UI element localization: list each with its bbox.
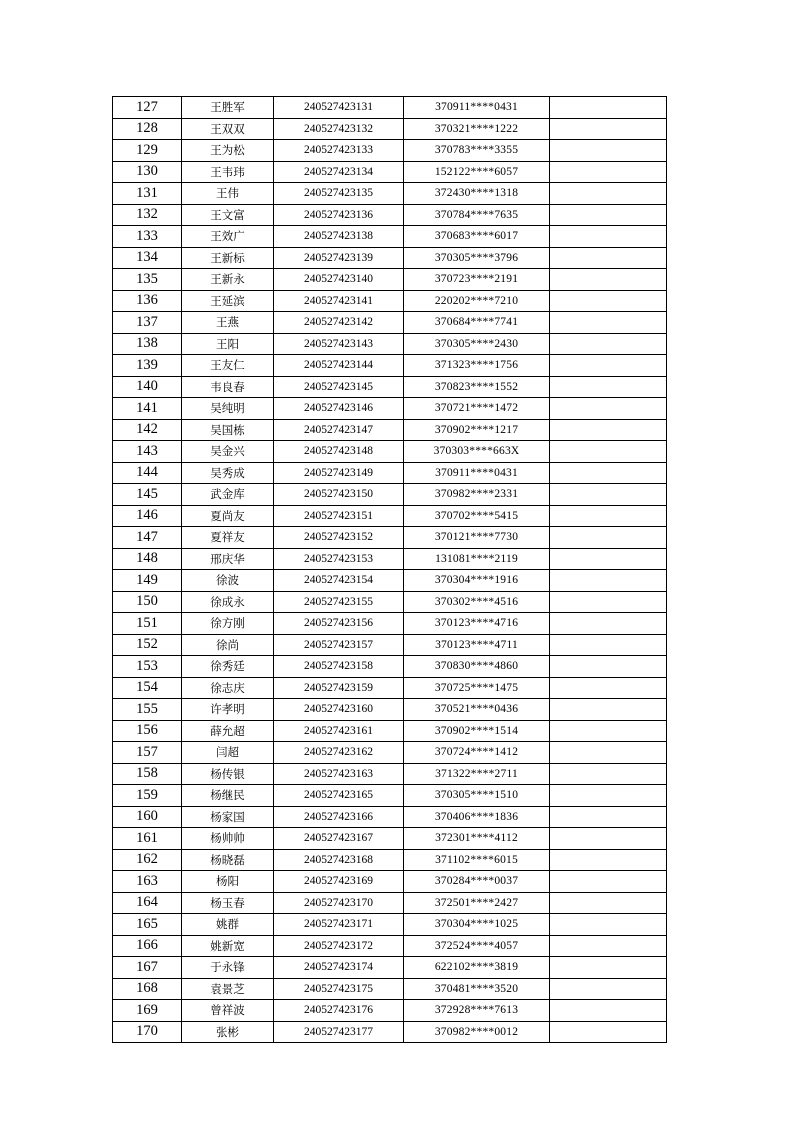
certificate-number-cell: 240527423144 bbox=[274, 355, 404, 377]
certificate-number-cell: 240527423138 bbox=[274, 226, 404, 248]
remark-cell bbox=[550, 892, 667, 914]
id-number-cell: 220202****7210 bbox=[404, 290, 550, 312]
remark-cell bbox=[550, 914, 667, 936]
remark-cell bbox=[550, 591, 667, 613]
remark-cell bbox=[550, 720, 667, 742]
id-number-cell: 370305****1510 bbox=[404, 785, 550, 807]
name-cell: 徐波 bbox=[182, 570, 274, 592]
name-cell: 张彬 bbox=[182, 1021, 274, 1043]
row-number-cell: 128 bbox=[113, 118, 182, 140]
row-number-cell: 140 bbox=[113, 376, 182, 398]
remark-cell bbox=[550, 97, 667, 119]
name-cell: 姚群 bbox=[182, 914, 274, 936]
row-number-cell: 150 bbox=[113, 591, 182, 613]
table-row bbox=[113, 892, 667, 914]
table-row bbox=[113, 226, 667, 248]
certificate-number-cell: 240527423146 bbox=[274, 398, 404, 420]
row-number-cell: 136 bbox=[113, 290, 182, 312]
remark-cell bbox=[550, 742, 667, 764]
row-number-cell: 138 bbox=[113, 333, 182, 355]
certificate-number-cell: 240527423147 bbox=[274, 419, 404, 441]
id-number-cell: 370902****1217 bbox=[404, 419, 550, 441]
row-number-cell: 162 bbox=[113, 849, 182, 871]
name-cell: 许孝明 bbox=[182, 699, 274, 721]
name-cell: 王延滨 bbox=[182, 290, 274, 312]
row-number-cell: 161 bbox=[113, 828, 182, 850]
certificate-number-cell: 240527423152 bbox=[274, 527, 404, 549]
table-row bbox=[113, 355, 667, 377]
row-number-cell: 153 bbox=[113, 656, 182, 678]
row-number-cell: 164 bbox=[113, 892, 182, 914]
row-number-cell: 169 bbox=[113, 1000, 182, 1022]
name-cell: 杨继民 bbox=[182, 785, 274, 807]
row-number-cell: 152 bbox=[113, 634, 182, 656]
table-row bbox=[113, 634, 667, 656]
id-number-cell: 370830****4860 bbox=[404, 656, 550, 678]
row-number-cell: 158 bbox=[113, 763, 182, 785]
id-number-cell: 370683****6017 bbox=[404, 226, 550, 248]
row-number-cell: 159 bbox=[113, 785, 182, 807]
remark-cell bbox=[550, 1021, 667, 1043]
remark-cell bbox=[550, 785, 667, 807]
certificate-number-cell: 240527423148 bbox=[274, 441, 404, 463]
row-number-cell: 139 bbox=[113, 355, 182, 377]
certificate-number-cell: 240527423162 bbox=[274, 742, 404, 764]
certificate-number-cell: 240527423171 bbox=[274, 914, 404, 936]
id-number-cell: 370982****0012 bbox=[404, 1021, 550, 1043]
certificate-number-cell: 240527423176 bbox=[274, 1000, 404, 1022]
table-row bbox=[113, 441, 667, 463]
row-number-cell: 146 bbox=[113, 505, 182, 527]
remark-cell bbox=[550, 1000, 667, 1022]
name-cell: 武金库 bbox=[182, 484, 274, 506]
id-number-cell: 370302****4516 bbox=[404, 591, 550, 613]
remark-cell bbox=[550, 570, 667, 592]
name-cell: 杨玉春 bbox=[182, 892, 274, 914]
name-cell: 徐志庆 bbox=[182, 677, 274, 699]
remark-cell bbox=[550, 677, 667, 699]
row-number-cell: 141 bbox=[113, 398, 182, 420]
id-number-cell: 372430****1318 bbox=[404, 183, 550, 205]
id-number-cell: 370305****3796 bbox=[404, 247, 550, 269]
id-number-cell: 370123****4711 bbox=[404, 634, 550, 656]
remark-cell bbox=[550, 484, 667, 506]
row-number-cell: 160 bbox=[113, 806, 182, 828]
table-row bbox=[113, 419, 667, 441]
name-cell: 王阳 bbox=[182, 333, 274, 355]
remark-cell bbox=[550, 419, 667, 441]
remark-cell bbox=[550, 290, 667, 312]
name-cell: 吴国栋 bbox=[182, 419, 274, 441]
certificate-number-cell: 240527423145 bbox=[274, 376, 404, 398]
certificate-number-cell: 240527423140 bbox=[274, 269, 404, 291]
remark-cell bbox=[550, 978, 667, 1000]
remark-cell bbox=[550, 204, 667, 226]
remark-cell bbox=[550, 312, 667, 334]
table-row bbox=[113, 269, 667, 291]
remark-cell bbox=[550, 957, 667, 979]
roster-table-body bbox=[113, 97, 667, 1043]
remark-cell bbox=[550, 441, 667, 463]
table-row bbox=[113, 613, 667, 635]
id-number-cell: 370321****1222 bbox=[404, 118, 550, 140]
name-cell: 王文富 bbox=[182, 204, 274, 226]
name-cell: 王胜军 bbox=[182, 97, 274, 119]
remark-cell bbox=[550, 247, 667, 269]
table-row bbox=[113, 398, 667, 420]
certificate-number-cell: 240527423166 bbox=[274, 806, 404, 828]
remark-cell bbox=[550, 462, 667, 484]
name-cell: 夏祥友 bbox=[182, 527, 274, 549]
table-row bbox=[113, 484, 667, 506]
remark-cell bbox=[550, 183, 667, 205]
certificate-number-cell: 240527423155 bbox=[274, 591, 404, 613]
table-row bbox=[113, 527, 667, 549]
certificate-number-cell: 240527423165 bbox=[274, 785, 404, 807]
id-number-cell: 370702****5415 bbox=[404, 505, 550, 527]
certificate-number-cell: 240527423177 bbox=[274, 1021, 404, 1043]
row-number-cell: 137 bbox=[113, 312, 182, 334]
name-cell: 杨家国 bbox=[182, 806, 274, 828]
name-cell: 王韦玮 bbox=[182, 161, 274, 183]
name-cell: 邢庆华 bbox=[182, 548, 274, 570]
table-row bbox=[113, 957, 667, 979]
id-number-cell: 370406****1836 bbox=[404, 806, 550, 828]
certificate-number-cell: 240527423157 bbox=[274, 634, 404, 656]
certificate-number-cell: 240527423143 bbox=[274, 333, 404, 355]
certificate-number-cell: 240527423135 bbox=[274, 183, 404, 205]
row-number-cell: 145 bbox=[113, 484, 182, 506]
remark-cell bbox=[550, 140, 667, 162]
name-cell: 韦良春 bbox=[182, 376, 274, 398]
table-row bbox=[113, 161, 667, 183]
id-number-cell: 371323****1756 bbox=[404, 355, 550, 377]
row-number-cell: 167 bbox=[113, 957, 182, 979]
certificate-number-cell: 240527423142 bbox=[274, 312, 404, 334]
row-number-cell: 142 bbox=[113, 419, 182, 441]
id-number-cell: 370121****7730 bbox=[404, 527, 550, 549]
id-number-cell: 370684****7741 bbox=[404, 312, 550, 334]
certificate-number-cell: 240527423153 bbox=[274, 548, 404, 570]
id-number-cell: 371322****2711 bbox=[404, 763, 550, 785]
name-cell: 王伟 bbox=[182, 183, 274, 205]
row-number-cell: 127 bbox=[113, 97, 182, 119]
name-cell: 于永锋 bbox=[182, 957, 274, 979]
remark-cell bbox=[550, 527, 667, 549]
name-cell: 王为松 bbox=[182, 140, 274, 162]
remark-cell bbox=[550, 226, 667, 248]
table-row bbox=[113, 247, 667, 269]
id-number-cell: 372524****4057 bbox=[404, 935, 550, 957]
row-number-cell: 157 bbox=[113, 742, 182, 764]
table-row bbox=[113, 785, 667, 807]
row-number-cell: 132 bbox=[113, 204, 182, 226]
certificate-number-cell: 240527423149 bbox=[274, 462, 404, 484]
id-number-cell: 370723****2191 bbox=[404, 269, 550, 291]
id-number-cell: 370911****0431 bbox=[404, 97, 550, 119]
table-row bbox=[113, 591, 667, 613]
certificate-number-cell: 240527423141 bbox=[274, 290, 404, 312]
id-number-cell: 372501****2427 bbox=[404, 892, 550, 914]
certificate-number-cell: 240527423154 bbox=[274, 570, 404, 592]
row-number-cell: 156 bbox=[113, 720, 182, 742]
id-number-cell: 370724****1412 bbox=[404, 742, 550, 764]
id-number-cell: 622102****3819 bbox=[404, 957, 550, 979]
certificate-number-cell: 240527423150 bbox=[274, 484, 404, 506]
table-row bbox=[113, 871, 667, 893]
table-row bbox=[113, 140, 667, 162]
id-number-cell: 152122****6057 bbox=[404, 161, 550, 183]
id-number-cell: 131081****2119 bbox=[404, 548, 550, 570]
certificate-number-cell: 240527423167 bbox=[274, 828, 404, 850]
table-row bbox=[113, 204, 667, 226]
table-row bbox=[113, 742, 667, 764]
table-row bbox=[113, 935, 667, 957]
name-cell: 徐成永 bbox=[182, 591, 274, 613]
id-number-cell: 370725****1475 bbox=[404, 677, 550, 699]
id-number-cell: 370721****1472 bbox=[404, 398, 550, 420]
row-number-cell: 165 bbox=[113, 914, 182, 936]
certificate-number-cell: 240527423170 bbox=[274, 892, 404, 914]
row-number-cell: 151 bbox=[113, 613, 182, 635]
remark-cell bbox=[550, 871, 667, 893]
table-row bbox=[113, 183, 667, 205]
row-number-cell: 155 bbox=[113, 699, 182, 721]
id-number-cell: 370902****1514 bbox=[404, 720, 550, 742]
id-number-cell: 370982****2331 bbox=[404, 484, 550, 506]
remark-cell bbox=[550, 376, 667, 398]
certificate-number-cell: 240527423132 bbox=[274, 118, 404, 140]
row-number-cell: 154 bbox=[113, 677, 182, 699]
row-number-cell: 131 bbox=[113, 183, 182, 205]
certificate-number-cell: 240527423175 bbox=[274, 978, 404, 1000]
certificate-number-cell: 240527423161 bbox=[274, 720, 404, 742]
name-cell: 王效广 bbox=[182, 226, 274, 248]
certificate-number-cell: 240527423156 bbox=[274, 613, 404, 635]
name-cell: 曾祥波 bbox=[182, 1000, 274, 1022]
remark-cell bbox=[550, 355, 667, 377]
row-number-cell: 143 bbox=[113, 441, 182, 463]
table-row bbox=[113, 376, 667, 398]
name-cell: 杨阳 bbox=[182, 871, 274, 893]
row-number-cell: 133 bbox=[113, 226, 182, 248]
id-number-cell: 370784****7635 bbox=[404, 204, 550, 226]
id-number-cell: 370305****2430 bbox=[404, 333, 550, 355]
row-number-cell: 148 bbox=[113, 548, 182, 570]
table-row bbox=[113, 699, 667, 721]
name-cell: 吴纯明 bbox=[182, 398, 274, 420]
certificate-number-cell: 240527423159 bbox=[274, 677, 404, 699]
remark-cell bbox=[550, 333, 667, 355]
table-row bbox=[113, 505, 667, 527]
row-number-cell: 166 bbox=[113, 935, 182, 957]
certificate-number-cell: 240527423139 bbox=[274, 247, 404, 269]
id-number-cell: 370304****1916 bbox=[404, 570, 550, 592]
name-cell: 徐尚 bbox=[182, 634, 274, 656]
name-cell: 薛允超 bbox=[182, 720, 274, 742]
certificate-number-cell: 240527423158 bbox=[274, 656, 404, 678]
id-number-cell: 370521****0436 bbox=[404, 699, 550, 721]
name-cell: 杨晓磊 bbox=[182, 849, 274, 871]
remark-cell bbox=[550, 806, 667, 828]
table-row bbox=[113, 312, 667, 334]
table-row bbox=[113, 1021, 667, 1043]
row-number-cell: 134 bbox=[113, 247, 182, 269]
id-number-cell: 370304****1025 bbox=[404, 914, 550, 936]
name-cell: 王燕 bbox=[182, 312, 274, 334]
table-row bbox=[113, 97, 667, 119]
remark-cell bbox=[550, 613, 667, 635]
remark-cell bbox=[550, 699, 667, 721]
remark-cell bbox=[550, 935, 667, 957]
name-cell: 闫超 bbox=[182, 742, 274, 764]
table-row bbox=[113, 570, 667, 592]
remark-cell bbox=[550, 849, 667, 871]
name-cell: 夏尚友 bbox=[182, 505, 274, 527]
name-cell: 徐方刚 bbox=[182, 613, 274, 635]
name-cell: 袁景芝 bbox=[182, 978, 274, 1000]
name-cell: 杨传银 bbox=[182, 763, 274, 785]
row-number-cell: 168 bbox=[113, 978, 182, 1000]
remark-cell bbox=[550, 763, 667, 785]
id-number-cell: 370303****663X bbox=[404, 441, 550, 463]
id-number-cell: 370783****3355 bbox=[404, 140, 550, 162]
table-row bbox=[113, 720, 667, 742]
id-number-cell: 371102****6015 bbox=[404, 849, 550, 871]
table-row bbox=[113, 914, 667, 936]
certificate-number-cell: 240527423172 bbox=[274, 935, 404, 957]
name-cell: 杨帅帅 bbox=[182, 828, 274, 850]
id-number-cell: 370284****0037 bbox=[404, 871, 550, 893]
table-row bbox=[113, 806, 667, 828]
remark-cell bbox=[550, 161, 667, 183]
certificate-number-cell: 240527423131 bbox=[274, 97, 404, 119]
row-number-cell: 170 bbox=[113, 1021, 182, 1043]
certificate-number-cell: 240527423174 bbox=[274, 957, 404, 979]
remark-cell bbox=[550, 269, 667, 291]
row-number-cell: 129 bbox=[113, 140, 182, 162]
id-number-cell: 372301****4112 bbox=[404, 828, 550, 850]
name-cell: 王新永 bbox=[182, 269, 274, 291]
name-cell: 徐秀廷 bbox=[182, 656, 274, 678]
certificate-number-cell: 240527423133 bbox=[274, 140, 404, 162]
certificate-number-cell: 240527423168 bbox=[274, 849, 404, 871]
roster-table bbox=[112, 96, 667, 1043]
remark-cell bbox=[550, 828, 667, 850]
table-row bbox=[113, 763, 667, 785]
table-row bbox=[113, 978, 667, 1000]
name-cell: 吴金兴 bbox=[182, 441, 274, 463]
id-number-cell: 370823****1552 bbox=[404, 376, 550, 398]
table-row bbox=[113, 462, 667, 484]
id-number-cell: 370911****0431 bbox=[404, 462, 550, 484]
name-cell: 姚新宽 bbox=[182, 935, 274, 957]
certificate-number-cell: 240527423163 bbox=[274, 763, 404, 785]
row-number-cell: 147 bbox=[113, 527, 182, 549]
remark-cell bbox=[550, 398, 667, 420]
name-cell: 王双双 bbox=[182, 118, 274, 140]
table-row bbox=[113, 118, 667, 140]
id-number-cell: 372928****7613 bbox=[404, 1000, 550, 1022]
row-number-cell: 144 bbox=[113, 462, 182, 484]
row-number-cell: 149 bbox=[113, 570, 182, 592]
table-row bbox=[113, 548, 667, 570]
remark-cell bbox=[550, 548, 667, 570]
id-number-cell: 370481****3520 bbox=[404, 978, 550, 1000]
row-number-cell: 135 bbox=[113, 269, 182, 291]
name-cell: 王友仁 bbox=[182, 355, 274, 377]
table-row bbox=[113, 828, 667, 850]
remark-cell bbox=[550, 634, 667, 656]
name-cell: 吴秀成 bbox=[182, 462, 274, 484]
certificate-number-cell: 240527423136 bbox=[274, 204, 404, 226]
table-row bbox=[113, 656, 667, 678]
row-number-cell: 163 bbox=[113, 871, 182, 893]
certificate-number-cell: 240527423160 bbox=[274, 699, 404, 721]
row-number-cell: 130 bbox=[113, 161, 182, 183]
table-row bbox=[113, 1000, 667, 1022]
table-row bbox=[113, 849, 667, 871]
remark-cell bbox=[550, 505, 667, 527]
certificate-number-cell: 240527423151 bbox=[274, 505, 404, 527]
table-row bbox=[113, 290, 667, 312]
remark-cell bbox=[550, 118, 667, 140]
id-number-cell: 370123****4716 bbox=[404, 613, 550, 635]
name-cell: 王新标 bbox=[182, 247, 274, 269]
table-row bbox=[113, 677, 667, 699]
remark-cell bbox=[550, 656, 667, 678]
table-row bbox=[113, 333, 667, 355]
certificate-number-cell: 240527423134 bbox=[274, 161, 404, 183]
certificate-number-cell: 240527423169 bbox=[274, 871, 404, 893]
